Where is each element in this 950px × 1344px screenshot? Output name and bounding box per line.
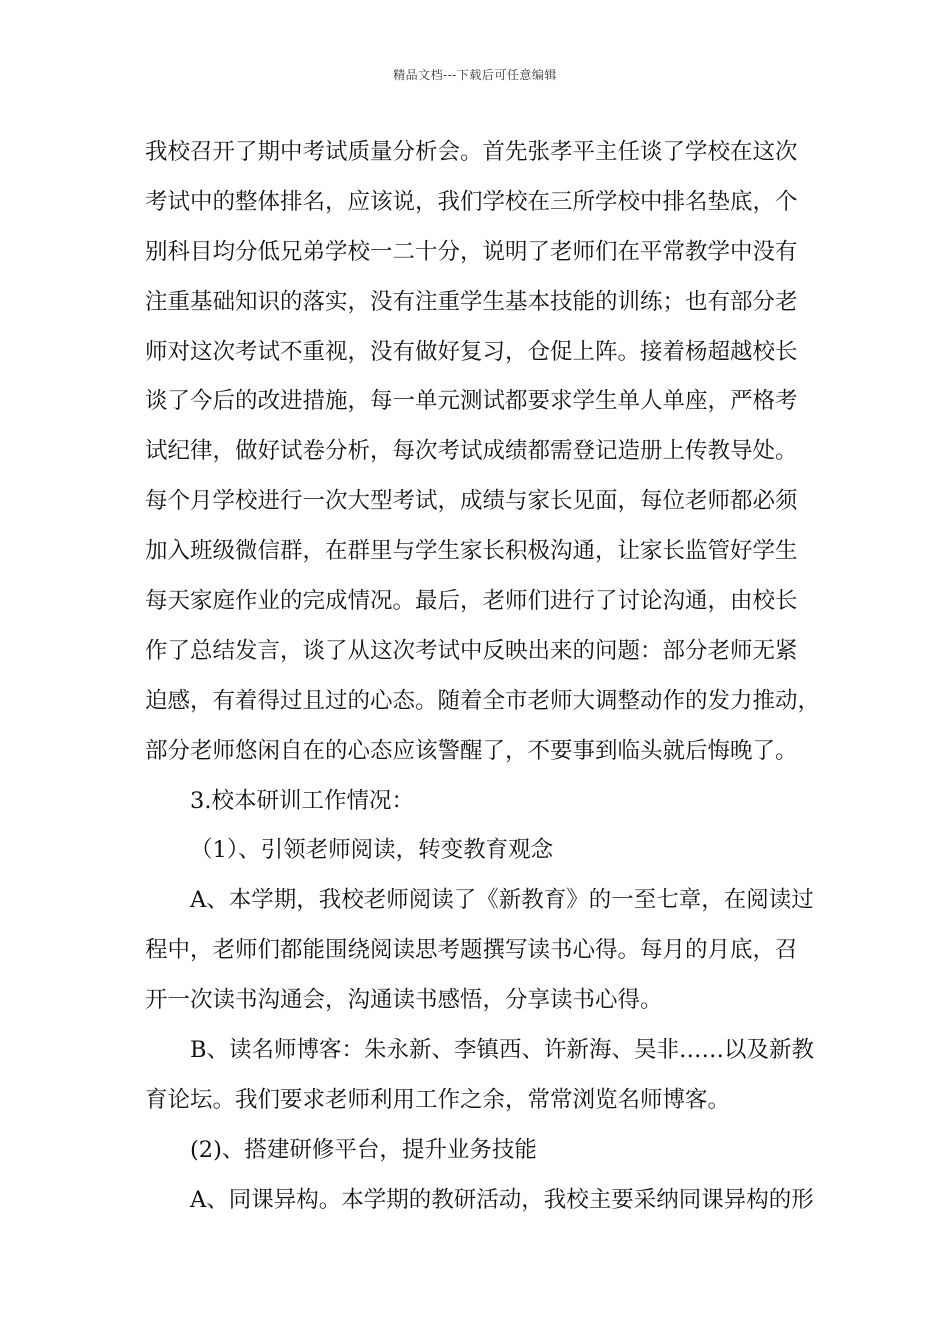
text-line: 程中，老师们都能围绕阅读思考题撰写读书心得。每月的月底，召 — [145, 937, 798, 964]
text-line: 谈了今后的改进措施，每一单元测试都要求学生单人单座，严格考 — [145, 388, 798, 415]
text-line: A、同课异构。本学期的教研活动，我校主要采纳同课异构的形 — [190, 1186, 814, 1213]
text-line: 3.校本研训工作情况： — [190, 787, 414, 814]
text-line: B、读名师博客：朱永新、李镇西、许新海、吴非……以及新教 — [190, 1037, 815, 1064]
body-text — [145, 128, 821, 1226]
text-line: 加入班级微信群，在群里与学生家长积极沟通，让家长监管好学生 — [145, 538, 798, 565]
text-line: 每天家庭作业的完成情况。最后，老师们进行了讨论沟通，由校长 — [145, 588, 798, 615]
text-line: 每个月学校进行一次大型考试，成绩与家长见面，每位老师都必须 — [145, 488, 798, 515]
text-line: 注重基础知识的落实，没有注重学生基本技能的训练；也有部分老 — [145, 288, 798, 315]
text-line: 我校召开了期中考试质量分析会。首先张孝平主任谈了学校在这次 — [145, 139, 798, 165]
text-line: 迫感，有着得过且过的心态。随着全市老师大调整动作的发力推动， — [145, 687, 821, 714]
text-line: A、本学期，我校老师阅读了《新教育》的一至七章，在阅读过 — [190, 887, 814, 914]
text-line: 师对这次考试不重视，没有做好复习，仓促上阵。接着杨超越校长 — [145, 338, 798, 365]
page-header: 精品文档---下载后可任意编辑 — [393, 68, 557, 82]
text-line: 部分老师悠闲自在的心态应该警醒了，不要事到临头就后悔晚了。 — [145, 737, 798, 764]
text-line: 别科目均分低兄弟学校一二十分，说明了老师们在平常教学中没有 — [145, 238, 798, 265]
text-line: 试纪律，做好试卷分析，每次考试成绩都需登记造册上传教导处。 — [145, 438, 798, 465]
text-line: 考试中的整体排名，应该说，我们学校在三所学校中排名垫底，个 — [145, 188, 798, 215]
text-line: 育论坛。我们要求老师利用工作之余，常常浏览名师博客。 — [145, 1086, 731, 1113]
text-line: 作了总结发言，谈了从这次考试中反映出来的问题：部分老师无紧 — [145, 637, 798, 664]
text-line: （1）、引领老师阅读，转变教育观念 — [190, 837, 554, 864]
text-line: 开一次读书沟通会，沟通读书感悟，分享读书心得。 — [145, 987, 663, 1014]
text-line: (2)、搭建研修平台，提升业务技能 — [190, 1136, 537, 1163]
